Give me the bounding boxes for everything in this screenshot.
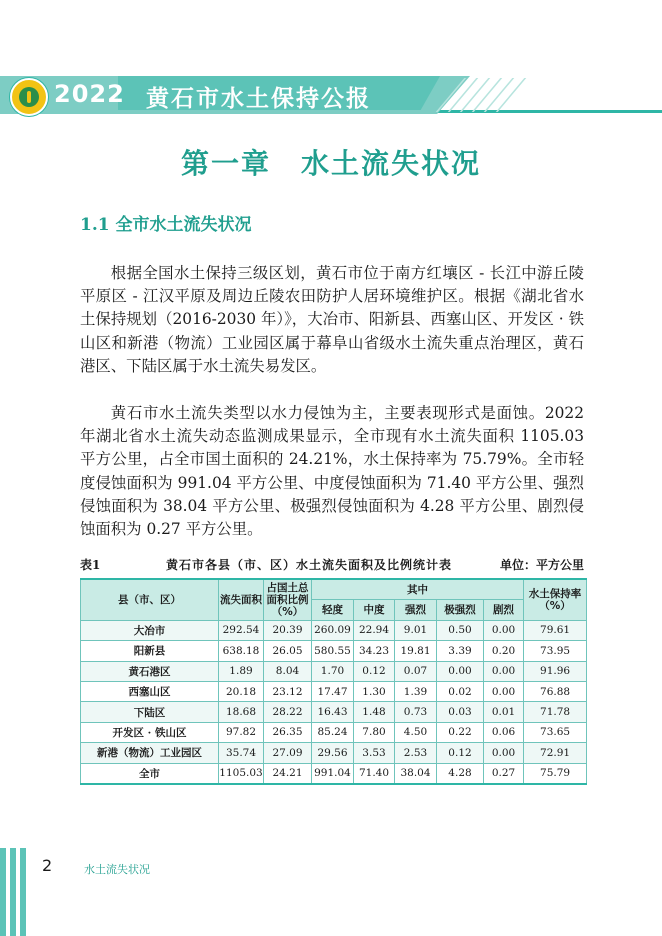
cell-value: 4.50 bbox=[395, 722, 437, 742]
page-number: 2 bbox=[42, 856, 53, 875]
page-header bbox=[0, 72, 662, 118]
table-row bbox=[81, 743, 587, 763]
cell-value: 0.03 bbox=[437, 702, 484, 722]
cell-value: 0.12 bbox=[437, 743, 484, 763]
cell-value: 1.39 bbox=[395, 681, 437, 701]
cell-value: 0.00 bbox=[484, 661, 524, 681]
cell-value: 0.01 bbox=[484, 702, 524, 722]
th-moderate: 中度 bbox=[354, 600, 395, 620]
cell-value: 72.91 bbox=[524, 743, 587, 763]
cell-value: 1.89 bbox=[219, 661, 264, 681]
cell-value: 0.27 bbox=[484, 763, 524, 784]
cell-value: 22.94 bbox=[354, 620, 395, 640]
cell-value: 0.50 bbox=[437, 620, 484, 640]
cell-value: 292.54 bbox=[219, 620, 264, 640]
cell-value: 18.68 bbox=[219, 702, 264, 722]
cell-value: 35.74 bbox=[219, 743, 264, 763]
cell-value: 1.48 bbox=[354, 702, 395, 722]
cell-value: 991.04 bbox=[312, 763, 354, 784]
table-row bbox=[81, 763, 587, 784]
cell-value: 0.73 bbox=[395, 702, 437, 722]
cell-value: 0.00 bbox=[437, 661, 484, 681]
cell-value: 97.82 bbox=[219, 722, 264, 742]
emblem-icon bbox=[10, 78, 48, 116]
table-row bbox=[81, 661, 587, 681]
erosion-table bbox=[80, 578, 587, 785]
cell-county: 下陆区 bbox=[81, 702, 219, 722]
cell-value: 71.78 bbox=[524, 702, 587, 722]
paragraph-1: 根据全国水土保持三级区划，黄石市位于南方红壤区 - 长江中游丘陵平原区 - 江汉平原及周边丘陵农田防护人居环境维护区。根据《湖北省水土保持规划（2016-2030 年）》，大冶市、阳新县、西塞山区、开发区 · 铁山区和新港（物流）工业园区属于幕阜山省级水土流失重点治理区，黄石港区、下陆区属于水土流失易发区。 bbox=[80, 264, 584, 375]
footer-section: 水土流失状况 bbox=[84, 863, 150, 876]
cell-value: 79.61 bbox=[524, 620, 587, 640]
cell-value: 0.20 bbox=[484, 641, 524, 661]
cell-county: 大冶市 bbox=[81, 620, 219, 640]
cell-value: 20.18 bbox=[219, 681, 264, 701]
header-year: 2022 bbox=[54, 80, 125, 108]
th-conservation: 水土保持率（%） bbox=[524, 579, 587, 620]
th-severe: 剧烈 bbox=[484, 600, 524, 620]
cell-value: 73.65 bbox=[524, 722, 587, 742]
chapter-title: 第一章 水土流失状况 bbox=[180, 147, 481, 180]
th-among: 其中 bbox=[312, 579, 524, 600]
table-row bbox=[81, 641, 587, 661]
cell-value: 75.79 bbox=[524, 763, 587, 784]
cell-value: 0.00 bbox=[484, 681, 524, 701]
cell-county: 黄石港区 bbox=[81, 661, 219, 681]
cell-value: 19.81 bbox=[395, 641, 437, 661]
cell-value: 2.53 bbox=[395, 743, 437, 763]
cell-value: 91.96 bbox=[524, 661, 587, 681]
cell-value: 26.35 bbox=[264, 722, 312, 742]
cell-value: 16.43 bbox=[312, 702, 354, 722]
cell-value: 28.22 bbox=[264, 702, 312, 722]
th-light: 轻度 bbox=[312, 600, 354, 620]
cell-value: 24.21 bbox=[264, 763, 312, 784]
th-very-intense: 极强烈 bbox=[437, 600, 484, 620]
cell-value: 0.22 bbox=[437, 722, 484, 742]
table-row bbox=[81, 722, 587, 742]
section-title: 1.1 全市水土流失状况 bbox=[80, 215, 252, 235]
cell-value: 20.39 bbox=[264, 620, 312, 640]
cell-value: 85.24 bbox=[312, 722, 354, 742]
cell-value: 34.23 bbox=[354, 641, 395, 661]
header-title: 黄石市水土保持公报 bbox=[146, 85, 371, 112]
table-unit: 单位：平方公里 bbox=[499, 558, 584, 572]
cell-value: 23.12 bbox=[264, 681, 312, 701]
cell-value: 0.02 bbox=[437, 681, 484, 701]
cell-value: 29.56 bbox=[312, 743, 354, 763]
cell-value: 3.39 bbox=[437, 641, 484, 661]
table-title: 黄石市各县（市、区）水土流失面积及比例统计表 bbox=[166, 558, 453, 572]
cell-county: 西塞山区 bbox=[81, 681, 219, 701]
cell-county: 阳新县 bbox=[81, 641, 219, 661]
th-intense: 强烈 bbox=[395, 600, 437, 620]
th-area: 流失面积 bbox=[219, 579, 264, 620]
cell-value: 260.09 bbox=[312, 620, 354, 640]
cell-value: 27.09 bbox=[264, 743, 312, 763]
cell-county: 开发区 · 铁山区 bbox=[81, 722, 219, 742]
cell-value: 73.95 bbox=[524, 641, 587, 661]
header-stripes bbox=[440, 78, 540, 112]
table-row bbox=[81, 702, 587, 722]
table-row bbox=[81, 620, 587, 640]
cell-value: 1.30 bbox=[354, 681, 395, 701]
cell-value: 1105.03 bbox=[219, 763, 264, 784]
cell-value: 17.47 bbox=[312, 681, 354, 701]
th-ratio: 占国土总面积比例（%） bbox=[264, 579, 312, 620]
cell-value: 0.00 bbox=[484, 743, 524, 763]
cell-value: 26.05 bbox=[264, 641, 312, 661]
paragraph-2: 黄石市水土流失类型以水力侵蚀为主，主要表现形式是面蚀。2022 年湖北省水土流失动态监测成果显示，全市现有水土流失面积 1105.03 平方公里，占全市国土面积的 24.21%，水土保持率为 75.79%。全市轻度侵蚀面积为 991.04 平方公里、中度侵蚀面积为 71.40 平方公里、强烈侵蚀面积为 38.04 平方公里、极强烈侵蚀面积为 4.28 平方公里、剧烈侵蚀面积为 0.27 平方公里。 bbox=[80, 404, 584, 539]
cell-county: 新港（物流）工业园区 bbox=[81, 743, 219, 763]
footer-stripes bbox=[0, 848, 40, 936]
cell-county: 全市 bbox=[81, 763, 219, 784]
cell-value: 638.18 bbox=[219, 641, 264, 661]
cell-value: 9.01 bbox=[395, 620, 437, 640]
cell-value: 8.04 bbox=[264, 661, 312, 681]
table-row bbox=[81, 681, 587, 701]
cell-value: 71.40 bbox=[354, 763, 395, 784]
cell-value: 7.80 bbox=[354, 722, 395, 742]
cell-value: 38.04 bbox=[395, 763, 437, 784]
cell-value: 0.07 bbox=[395, 661, 437, 681]
cell-value: 0.12 bbox=[354, 661, 395, 681]
cell-value: 580.55 bbox=[312, 641, 354, 661]
cell-value: 76.88 bbox=[524, 681, 587, 701]
cell-value: 4.28 bbox=[437, 763, 484, 784]
th-county: 县（市、区） bbox=[81, 579, 219, 620]
cell-value: 3.53 bbox=[354, 743, 395, 763]
table-number: 表1 bbox=[80, 558, 101, 572]
cell-value: 0.06 bbox=[484, 722, 524, 742]
cell-value: 1.70 bbox=[312, 661, 354, 681]
cell-value: 0.00 bbox=[484, 620, 524, 640]
